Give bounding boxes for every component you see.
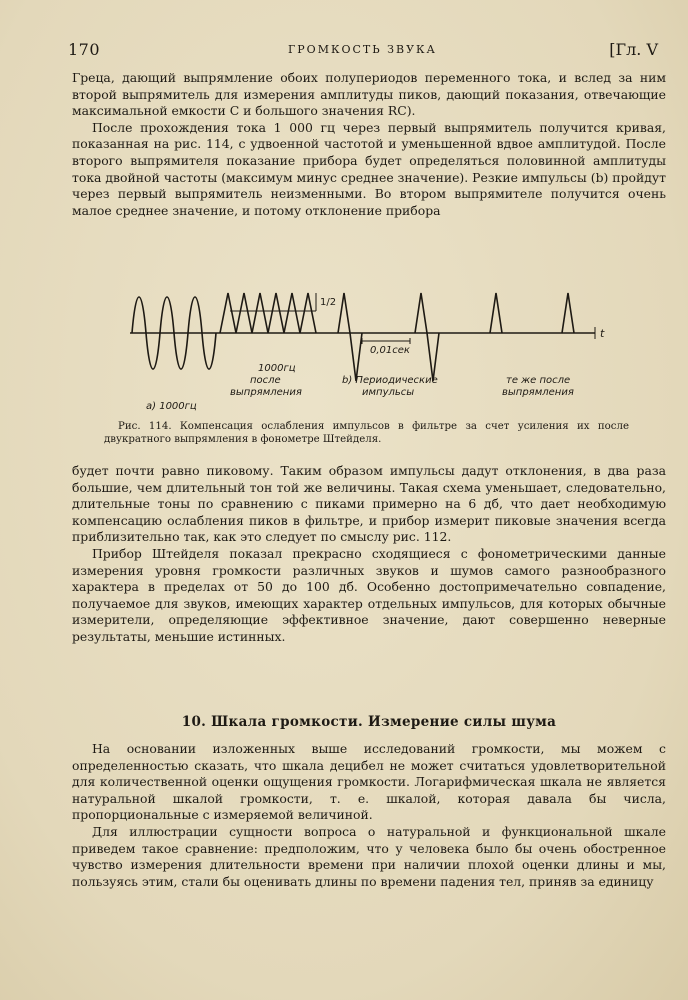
rect-label-mid: после — [250, 375, 281, 386]
c-label-bot: выпрямления — [502, 387, 574, 398]
page-number: 170 — [68, 40, 101, 59]
a-label: a) 1000гц — [146, 401, 197, 412]
middle-text-block — [72, 463, 666, 646]
section-heading: 10. Шкала громкости. Измерение силы шума — [181, 714, 557, 730]
bottom-text-block — [72, 741, 666, 890]
pulse-b2 — [415, 293, 439, 381]
running-title: ГРОМКОСТЬ ЗВУКА — [288, 43, 437, 56]
waveform-diagram — [110, 283, 630, 416]
figure-caption: Рис. 114. Компенсация ослабления импульсов в фильтре за счет усиления их после двукратного выпрямления в фонометре Штейделя. — [104, 421, 629, 446]
c-label-top: те же после — [506, 375, 571, 386]
rect-label-bot: выпрямления — [230, 387, 302, 398]
pulse-c2 — [562, 293, 574, 333]
half-label: 1/2 — [320, 297, 337, 308]
paragraph: будет почти равно пиковому. Таким образом импульсы дадут отклонения, в два раза большие, чем длительный тон той же величины. Такая схема уменьшает, следовательно, длительные тоны по сравнению с пиками примерно на 6 дб, что дает необходимую компенсацию ослабления пиков в фильтре, и прибор измерит пиковые значения всегда приблизительно так, как это следует по смыслу рис. 112. — [72, 463, 666, 545]
rectified-wave — [220, 293, 316, 333]
pulse-c1 — [490, 293, 502, 333]
time-label: t — [600, 327, 605, 340]
b-label-top: b) Периодические — [342, 375, 438, 386]
paragraph: После прохождения тока 1 000 гц через первый выпрямитель получится кривая, показанная на рис. 114, с удвоенной частотой и уменьшенной вдвое амплитудой. После второго выпрямителя показание прибора будет определяться половинной амплитуды тока двойной частоты (максимум минус среднее значение). Резкие импульсы (b) пройдут через первый выпрямитель неизменными. Во втором выпрямителе получится очень малое среднее значение, и потому отклонение прибора — [72, 119, 666, 218]
page-header — [68, 40, 658, 64]
figure-114 — [110, 283, 630, 416]
b-label-bot: импульсы — [362, 387, 415, 398]
chapter-marker: [Гл. V — [609, 40, 658, 59]
rect-label-top: 1000гц — [258, 363, 296, 374]
period-label: 0,01сек — [370, 345, 410, 356]
pulse-b1 — [338, 293, 362, 381]
paragraph: Греца, дающий выпрямление обоих полупериодов переменного тока, и вслед за ним второй выпрямитель для измерения амплитуды пиков, дающий показания, отвечающие максимальной емкости C и большого значения RC). — [72, 70, 666, 119]
top-text-block — [72, 70, 666, 219]
paragraph: Прибор Штейделя показал прекрасно сходящиеся с фонометрическими данные измерения уровня громкости различных звуков и шумов самого разнообразного характера в пределах от 50 до 100 дб. Особенно достопримечательно совпадение, получаемое для звуков, имеющих характер отдельных импульсов, для которых обычные измерители, определяющие эффективное значение, дают совершенно неверные результаты, меньшие истинных. — [72, 545, 666, 644]
paragraph: Для иллюстрации сущности вопроса о натуральной и функциональной шкале приведем такое сравнение: предположим, что у человека было бы очень обостренное чувство измерения длительности времени при наличии плохой оценки длины и мы, пользуясь этим, стали бы оценивать длины по времени падения тел, приняв за единицу — [72, 823, 666, 889]
paragraph: На основании изложенных выше исследований громкости, мы можем с определенностью сказать, что шкала децибел не может считаться удовлетворительной для количественной оценки ощущения громкости. Логарифмическая шкала не является натуральной шкалой громкости, т. е. шкалой, которая давала бы числа, пропорциональные с измеряемой величиной. — [72, 741, 666, 823]
